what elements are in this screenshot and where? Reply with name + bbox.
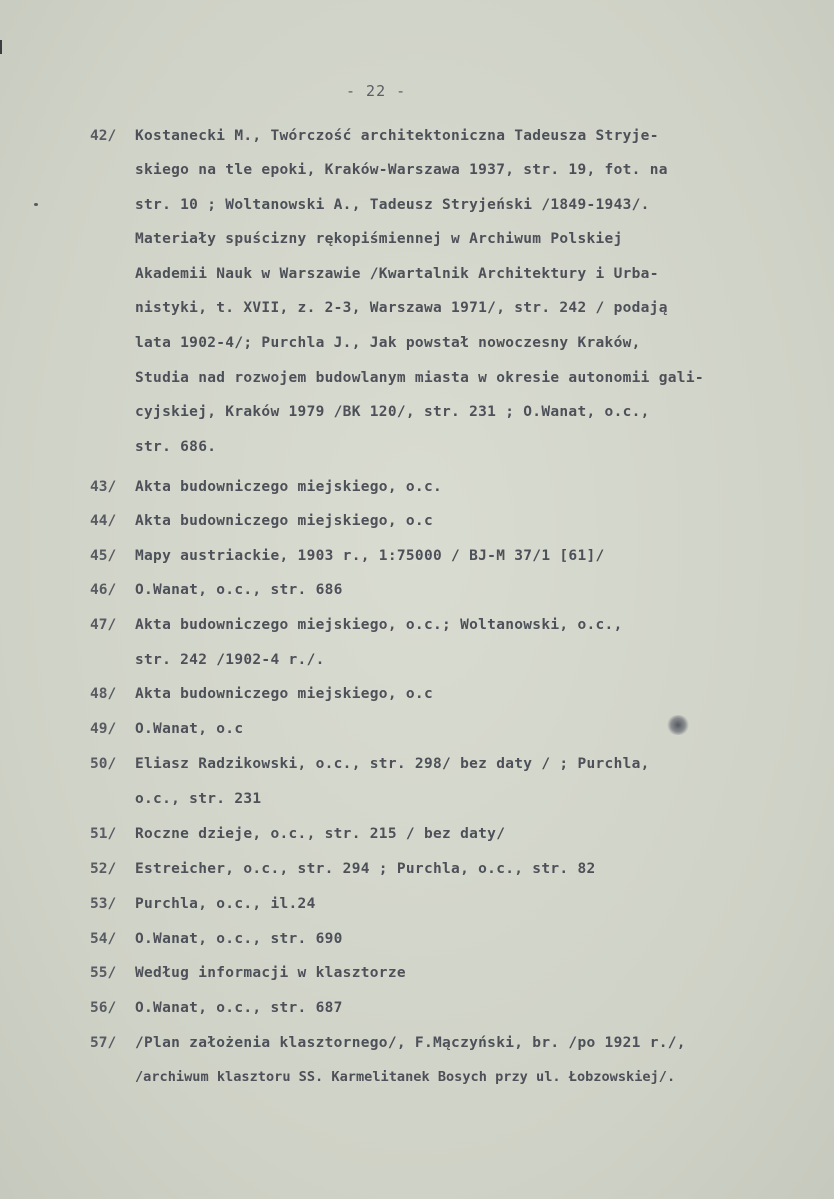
footnote-number: 49/ (90, 721, 117, 737)
footnote-number: 43/ (90, 479, 117, 495)
footnote-line: O.Wanat, o.c., str. 686 (135, 582, 343, 598)
footnote-line: Akta budowniczego miejskiego, o.c. (135, 479, 443, 495)
footnote-line: Akta budowniczego miejskiego, o.c (135, 686, 433, 702)
footnote-line: Estreicher, o.c., str. 294 ; Purchla, o.c., str. 82 (135, 861, 596, 877)
footnote-line: Studia nad rozwojem budowlanym miasta w okresie autonomii gali- (135, 370, 704, 386)
footnote-line: Akademii Nauk w Warszawie /Kwartalnik Architektury i Urba- (135, 266, 659, 282)
footnote-number: 52/ (90, 861, 117, 877)
footnote-line: Kostanecki M., Twórczość architektoniczna Tadeusza Stryje- (135, 128, 659, 144)
footnote-number: 45/ (90, 548, 117, 564)
footnote-number: 53/ (90, 896, 117, 912)
footnote-number: 57/ (90, 1035, 117, 1051)
footnote-line: O.Wanat, o.c (135, 721, 244, 737)
footnote-line: skiego na tle epoki, Kraków-Warszawa 1937, str. 19, fot. na (135, 162, 668, 178)
footnote-line: O.Wanat, o.c., str. 690 (135, 931, 343, 947)
footnote-number: 56/ (90, 1000, 117, 1016)
ink-blot (666, 715, 690, 735)
footnote-line: str. 242 /1902-4 r./. (135, 652, 325, 668)
footnote-line: Akta budowniczego miejskiego, o.c (135, 513, 433, 529)
footnote-number: 47/ (90, 617, 117, 633)
footnote-line: str. 10 ; Woltanowski A., Tadeusz Stryjeński /1849-1943/. (135, 197, 650, 213)
footnote-line: Roczne dzieje, o.c., str. 215 / bez daty/ (135, 826, 506, 842)
footnote-line: Mapy austriackie, 1903 r., 1:75000 / BJ-M 37/1 [61]/ (135, 548, 605, 564)
footnote-number: 51/ (90, 826, 117, 842)
footnote-line: cyjskiej, Kraków 1979 /BK 120/, str. 231 ; O.Wanat, o.c., (135, 404, 650, 420)
footnote-number: 55/ (90, 965, 117, 981)
footnote-line: lata 1902-4/; Purchla J., Jak powstał nowoczesny Kraków, (135, 335, 641, 351)
footnote-line: Purchla, o.c., il.24 (135, 896, 316, 912)
footnote-line: Eliasz Radzikowski, o.c., str. 298/ bez daty / ; Purchla, (135, 756, 650, 772)
footnote-number: 42/ (90, 128, 117, 144)
footnote-line: O.Wanat, o.c., str. 687 (135, 1000, 343, 1016)
footnote-number: 54/ (90, 931, 117, 947)
footnote-number: 44/ (90, 513, 117, 529)
footnote-line: Akta budowniczego miejskiego, o.c.; Woltanowski, o.c., (135, 617, 623, 633)
footnote-number: 50/ (90, 756, 117, 772)
page-number: - 22 - (346, 82, 407, 100)
footnote-number: 46/ (90, 582, 117, 598)
footnote-line: /Plan założenia klasztornego/, F.Mączyński, br. /po 1921 r./, (135, 1035, 686, 1051)
footnote-line: nistyki, t. XVII, z. 2-3, Warszawa 1971/, str. 242 / podają (135, 300, 668, 316)
footnote-line: /archiwum klasztoru SS. Karmelitanek Bosych przy ul. Łobzowskiej/. (135, 1069, 676, 1085)
margin-dot (34, 203, 38, 206)
footnote-line: Materiały spuścizny rękopiśmiennej w Archiwum Polskiej (135, 231, 623, 247)
footnote-line: Według informacji w klasztorze (135, 965, 406, 981)
footnote-line: o.c., str. 231 (135, 791, 262, 807)
footnote-line: str. 686. (135, 439, 217, 455)
footnote-number: 48/ (90, 686, 117, 702)
